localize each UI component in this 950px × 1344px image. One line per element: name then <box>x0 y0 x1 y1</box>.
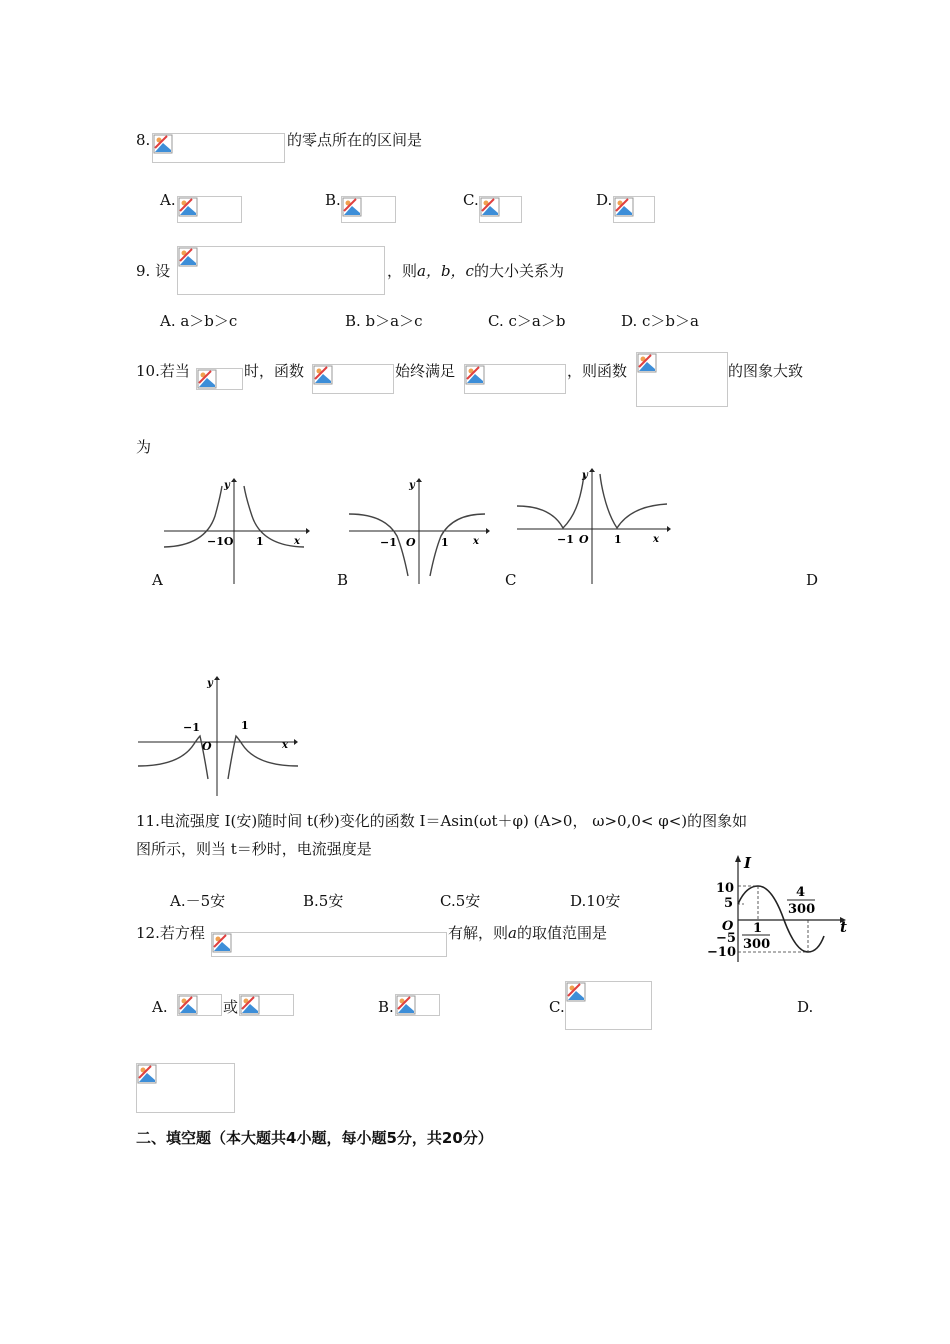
q9-definition-image <box>177 246 385 295</box>
broken-image-icon <box>153 134 173 154</box>
q12-option-a-image-2[interactable] <box>239 994 294 1016</box>
broken-image-icon <box>137 1064 157 1084</box>
q8-option-a-image[interactable] <box>177 196 242 223</box>
q11-option-c[interactable]: C.5安 <box>440 892 481 910</box>
broken-image-icon <box>313 365 333 385</box>
q8-option-b-label: B. <box>325 191 341 209</box>
q10-graph-b[interactable] <box>345 476 490 586</box>
q8-option-d-label: D. <box>596 191 613 209</box>
q9-option-c[interactable]: C. c＞a＞b <box>488 312 566 330</box>
broken-image-icon <box>566 982 586 1002</box>
q9-option-b[interactable]: B. b＞a＞c <box>345 312 423 330</box>
q12-option-a-or: 或 <box>223 998 239 1016</box>
q10-label-d: D <box>806 571 819 589</box>
broken-image-icon <box>480 197 500 217</box>
broken-image-icon <box>197 369 217 389</box>
y-axis-label: y <box>582 470 588 481</box>
q8-number: 8. <box>136 131 151 149</box>
y-arrow-icon <box>231 478 237 482</box>
q11-line-1: 11.电流强度 I(安)随时间 t(秒)变化的函数 I＝Asin(ωt＋φ) (A>0， ω>0,0< φ<)的图象如 <box>136 812 748 830</box>
tick-frac4-den: 300 <box>788 902 816 917</box>
tick-minus1: −1 <box>380 536 397 549</box>
x-arrow-icon <box>667 526 671 532</box>
y-arrow-icon <box>416 478 422 482</box>
y-arrow-icon <box>214 676 220 680</box>
q10-target-function-image <box>636 352 728 407</box>
q10-text-5: 为 <box>136 438 152 456</box>
y-axis-label: y <box>224 480 230 491</box>
tick-minus1: −1 <box>183 721 200 734</box>
q12-option-b-label: B. <box>378 998 394 1016</box>
q10-number: 10.若当 <box>136 362 190 380</box>
tick-frac4-num: 4 <box>796 885 806 900</box>
origin-label: O <box>722 919 734 934</box>
x-axis-label: x <box>473 536 479 547</box>
q10-text-3: ，则函数 <box>567 362 628 380</box>
q9-number: 9. 设 <box>136 262 171 280</box>
q12-var: a <box>508 924 517 942</box>
section-2-heading: 二、填空题（本大题共4小题，每小题5分，共20分） <box>136 1129 493 1147</box>
q10-graph-c[interactable] <box>513 466 671 586</box>
broken-image-icon <box>178 995 198 1015</box>
broken-image-icon <box>178 247 198 267</box>
q10-condition-image <box>196 368 243 390</box>
q12-number: 12.若方程 <box>136 924 205 942</box>
q10-graph-d[interactable] <box>136 674 300 798</box>
q8-function-image <box>152 133 285 163</box>
tick-1: 1 <box>241 719 249 732</box>
q11-line-2: 图所示，则当 t＝秒时，电流强度是 <box>136 840 372 858</box>
origin-label: O <box>406 536 416 549</box>
broken-image-icon <box>212 933 232 953</box>
broken-image-icon <box>342 197 362 217</box>
q8-option-a-label: A. <box>160 191 176 209</box>
q12-option-d-label: D. <box>797 998 814 1016</box>
origin-label: O <box>579 533 589 546</box>
q8-option-c-image[interactable] <box>479 196 522 223</box>
q10-label-a: A <box>152 571 163 589</box>
q11-option-b[interactable]: B.5安 <box>303 892 344 910</box>
q12-text: 有解，则a的取值范围是 <box>448 924 607 942</box>
tick-frac1-den: 300 <box>743 937 771 952</box>
q12-option-c-image[interactable] <box>565 981 652 1030</box>
q12-option-d-image[interactable] <box>136 1063 235 1113</box>
x-arrow-icon <box>306 528 310 534</box>
q8-option-c-label: C. <box>463 191 479 209</box>
q8-text: 的零点所在的区间是 <box>287 131 423 149</box>
q8-option-d-image[interactable] <box>613 196 655 223</box>
t-axis-label: t <box>840 918 847 936</box>
q10-text-4: 的图象大致 <box>728 362 804 380</box>
i-axis-label: I <box>744 854 752 872</box>
q12-option-a-label: A. <box>152 998 168 1016</box>
y-arrow-icon <box>589 468 595 472</box>
i-arrow-icon <box>735 855 741 862</box>
y-axis-label: y <box>409 480 415 491</box>
q10-label-c: C <box>505 571 517 589</box>
q10-label-b: B <box>337 571 349 589</box>
x-axis-label: x <box>294 536 300 547</box>
x-axis-label: x <box>282 740 288 751</box>
q9-text: ，则a，b，c的大小关系为 <box>387 262 564 280</box>
tick-minus5: −5 <box>716 931 736 946</box>
broken-image-icon <box>178 197 198 217</box>
tick-frac1-num: 1 <box>753 921 763 936</box>
q10-function-image <box>312 364 394 394</box>
q8-option-b-image[interactable] <box>341 196 396 223</box>
x-axis-label: x <box>653 534 659 545</box>
tick-minus10: −10 <box>707 945 736 960</box>
tick-1: 1 <box>441 536 449 549</box>
broken-image-icon <box>637 353 657 373</box>
q10-graph-a[interactable] <box>160 476 310 586</box>
tick-minus1: −1 <box>557 533 574 546</box>
q11-option-d[interactable]: D.10安 <box>570 892 621 910</box>
broken-image-icon <box>614 197 634 217</box>
q12-equation-image <box>211 932 447 957</box>
q10-inequality-image <box>464 364 566 394</box>
tick-1: 1 <box>614 533 622 546</box>
tick-10: 10 <box>716 881 735 896</box>
q12-option-a-image-1[interactable] <box>177 994 222 1016</box>
broken-image-icon <box>240 995 260 1015</box>
q11-current-graph <box>700 852 852 964</box>
tick-5: 5 <box>724 896 734 911</box>
q9-option-d[interactable]: D. c＞b＞a <box>621 312 699 330</box>
q10-text-1: 时，函数 <box>244 362 305 380</box>
q9-vars: a，b，c <box>417 262 474 280</box>
origin-label: O <box>202 740 212 753</box>
q12-option-b-image[interactable] <box>395 994 440 1016</box>
tick-1: 1 <box>256 535 264 548</box>
broken-image-icon <box>396 995 416 1015</box>
y-axis-label: y <box>207 678 213 689</box>
q12-option-c-label: C. <box>549 998 565 1016</box>
tick-minus1-origin: −1O <box>207 535 234 548</box>
x-arrow-icon <box>486 528 490 534</box>
q10-text-2: 始终满足 <box>395 362 456 380</box>
x-arrow-icon <box>294 739 298 745</box>
q11-option-a[interactable]: A.－5安 <box>170 892 226 910</box>
q9-option-a[interactable]: A. a＞b＞c <box>160 312 238 330</box>
broken-image-icon <box>465 365 485 385</box>
